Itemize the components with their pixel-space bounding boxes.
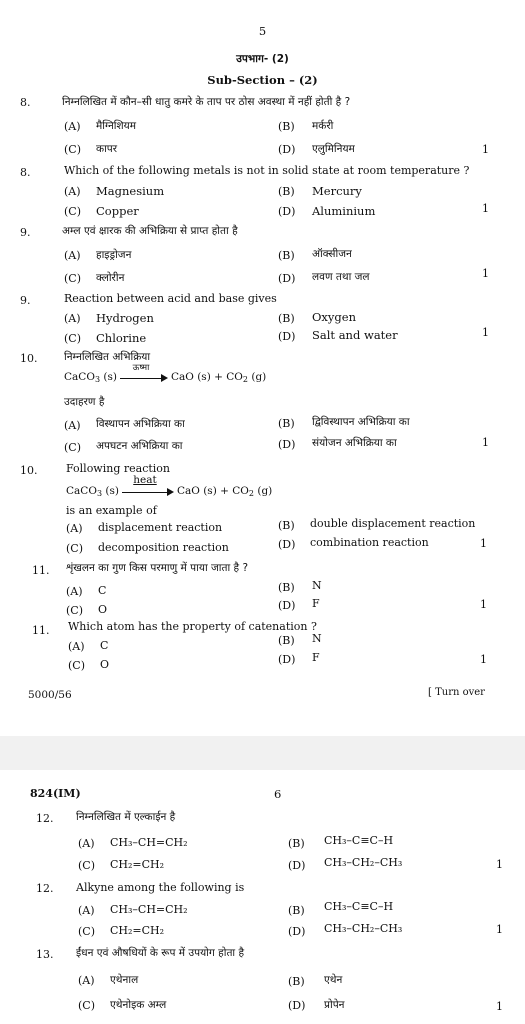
question-number: 12. <box>36 812 54 825</box>
marks: 1 <box>482 326 489 339</box>
question-number: 9. <box>20 294 31 307</box>
question-tail: उदाहरण है <box>64 396 105 408</box>
exam-page-6 <box>0 770 525 1024</box>
option-label: (A) <box>68 640 85 653</box>
option-label: (C) <box>68 659 85 672</box>
marks: 1 <box>480 598 487 611</box>
option-b: double displacement reaction <box>310 517 476 530</box>
option-d: Salt and water <box>312 328 398 342</box>
marks: 1 <box>482 202 489 215</box>
option-d: एलुमिनियम <box>312 143 355 155</box>
option-b: एथेन <box>324 974 343 986</box>
option-label: (D) <box>278 143 296 156</box>
option-b: N <box>312 579 322 592</box>
option-b: ऑक्सीजन <box>312 248 352 260</box>
option-b: द्विविस्थापन अभिक्रिया का <box>312 416 410 428</box>
option-d: संयोजन अभिक्रिया का <box>312 437 397 449</box>
question-text: अम्ल एवं क्षारक की अभिक्रिया से प्राप्त होता है <box>62 225 238 237</box>
option-label: (D) <box>288 925 306 938</box>
question-number: 8. <box>20 166 31 179</box>
option-c: CH₂=CH₂ <box>110 924 165 937</box>
marks: 1 <box>496 923 503 936</box>
option-label: (A) <box>64 312 81 325</box>
marks: 1 <box>480 653 487 666</box>
option-a: Magnesium <box>96 184 165 198</box>
question-text: निम्नलिखित में कौन–सी धातु कमरे के ताप पर ठोस अवस्था में नहीं होती है ? <box>62 96 351 108</box>
option-label: (B) <box>278 634 295 647</box>
question-text: Following reaction <box>66 462 171 475</box>
question-tail: is an example of <box>66 504 157 517</box>
option-label: (A) <box>78 904 95 917</box>
chemical-equation: CaCO$_3$ (s) heat CaO $(s) + CO_2$ (g) <box>66 474 273 498</box>
question-text: शृंखलन का गुण किस परमाणु में पाया जाता है ? <box>66 562 249 574</box>
reaction-arrow: heat <box>122 485 174 497</box>
page-separator <box>0 736 525 770</box>
footer-turn-over: [ Turn over <box>428 687 485 698</box>
option-label: (D) <box>278 205 296 218</box>
option-label: (D) <box>278 653 296 666</box>
chemical-equation: CaCO$_3$ (s) ऊष्मा CaO $(s) + CO_2$ (g) <box>64 363 267 384</box>
question-number: 12. <box>36 882 54 895</box>
option-label: (A) <box>64 185 81 198</box>
option-label: (D) <box>278 272 296 285</box>
option-label: (A) <box>66 585 83 598</box>
option-label: (B) <box>278 249 295 262</box>
option-a: Hydrogen <box>96 311 154 325</box>
option-a: CH₃–CH=CH₂ <box>110 836 188 849</box>
option-b: मर्करी <box>312 120 334 132</box>
page-number: 5 <box>258 24 267 38</box>
option-d: प्रोपेन <box>324 999 345 1011</box>
marks: 1 <box>482 143 489 156</box>
option-label: (A) <box>64 419 81 432</box>
option-d: Aluminium <box>312 204 376 218</box>
question-number: 10. <box>20 352 38 365</box>
option-label: (A) <box>66 522 83 535</box>
option-a: displacement reaction <box>98 521 223 534</box>
option-c: अपघटन अभिक्रिया का <box>96 440 183 452</box>
option-label: (C) <box>78 859 95 872</box>
option-label: (C) <box>64 205 81 218</box>
option-c: O <box>100 658 110 671</box>
option-b: CH₃–C≡C–H <box>324 834 394 847</box>
option-d: F <box>312 651 320 664</box>
option-a: CH₃–CH=CH₂ <box>110 903 188 916</box>
option-label: (C) <box>64 441 81 454</box>
option-d: CH₃–CH₂–CH₃ <box>324 922 403 935</box>
option-a: एथेनाल <box>110 974 139 986</box>
option-label: (B) <box>288 975 305 988</box>
marks: 1 <box>482 436 489 449</box>
option-d: लवण तथा जल <box>312 271 370 283</box>
option-label: (C) <box>66 542 83 555</box>
option-d: combination reaction <box>310 536 429 549</box>
option-a: हाइड्रोजन <box>96 249 132 261</box>
option-b: Oxygen <box>312 310 356 324</box>
question-number: 13. <box>36 948 54 961</box>
option-a: C <box>98 584 107 597</box>
option-label: (A) <box>78 837 95 850</box>
option-label: (D) <box>288 859 306 872</box>
option-c: Copper <box>96 204 139 218</box>
option-label: (B) <box>278 312 295 325</box>
option-c: एथेनोइक अम्ल <box>110 999 167 1011</box>
option-a: मैग्निशियम <box>96 120 137 132</box>
option-label: (C) <box>78 999 95 1012</box>
option-b: N <box>312 632 322 645</box>
question-number: 11. <box>32 624 50 637</box>
option-label: (B) <box>288 904 305 917</box>
question-text: Reaction between acid and base gives <box>64 292 277 305</box>
question-number: 10. <box>20 464 38 477</box>
footer-code: 5000/56 <box>28 689 72 701</box>
option-label: (A) <box>64 120 81 133</box>
question-text: Which of the following metals is not in solid state at room temperature ? <box>64 164 470 177</box>
question-text: Which atom has the property of catenation ? <box>68 620 317 633</box>
option-label: (A) <box>78 974 95 987</box>
option-label: (D) <box>278 538 296 551</box>
option-a: C <box>100 639 109 652</box>
marks: 1 <box>480 537 487 550</box>
paper-code: 824(IM) <box>30 787 81 800</box>
option-d: CH₃–CH₂–CH₃ <box>324 856 403 869</box>
option-label: (C) <box>78 925 95 938</box>
option-label: (C) <box>64 143 81 156</box>
option-label: (B) <box>278 417 295 430</box>
option-c: क्लोरीन <box>96 272 125 284</box>
question-text: ईंधन एवं औषधियों के रूप में उपयोग होता है <box>76 947 245 959</box>
option-label: (A) <box>64 249 81 262</box>
option-label: (D) <box>278 599 296 612</box>
question-text: Alkyne among the following is <box>76 881 245 894</box>
option-b: Mercury <box>312 184 362 198</box>
option-label: (B) <box>288 837 305 850</box>
option-c: decomposition reaction <box>98 541 229 554</box>
option-label: (C) <box>64 332 81 345</box>
reaction-arrow: ऊष्मा <box>120 371 168 383</box>
option-label: (B) <box>278 120 295 133</box>
subsection-title-hindi: उपभाग- (2) <box>236 53 289 65</box>
marks: 1 <box>482 267 489 280</box>
option-label: (B) <box>278 581 295 594</box>
page-number: 6 <box>274 787 282 801</box>
option-label: (D) <box>288 999 306 1012</box>
subsection-title-english: Sub-Section – (2) <box>207 73 318 87</box>
question-number: 11. <box>32 564 50 577</box>
option-c: CH₂=CH₂ <box>110 858 165 871</box>
question-text: निम्नलिखित अभिक्रिया <box>64 351 151 363</box>
option-c: कापर <box>96 143 118 155</box>
option-label: (C) <box>64 272 81 285</box>
question-number: 9. <box>20 226 31 239</box>
option-label: (B) <box>278 519 295 532</box>
option-a: विस्थापन अभिक्रिया का <box>96 418 185 430</box>
option-label: (D) <box>278 330 296 343</box>
option-c: O <box>98 603 108 616</box>
option-d: F <box>312 597 320 610</box>
option-label: (B) <box>278 185 295 198</box>
option-c: Chlorine <box>96 331 147 345</box>
marks: 1 <box>496 1000 503 1013</box>
marks: 1 <box>496 858 503 871</box>
option-b: CH₃–C≡C–H <box>324 900 394 913</box>
option-label: (C) <box>66 604 83 617</box>
option-label: (D) <box>278 438 296 451</box>
question-text: निम्नलिखित में एल्काईन है <box>76 811 176 823</box>
question-number: 8. <box>20 96 31 109</box>
